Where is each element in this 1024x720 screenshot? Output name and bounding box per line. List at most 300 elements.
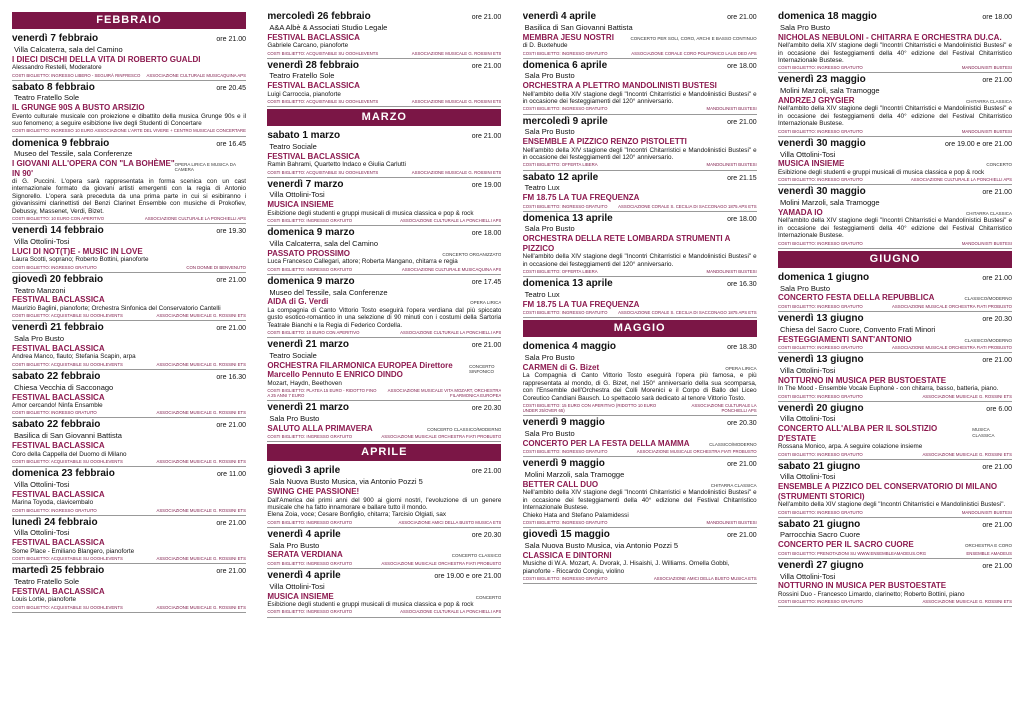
- event-date: sabato 1 marzo: [267, 130, 341, 142]
- event-header: [778, 461, 1012, 473]
- event-organizer: ASSOCIAZIONE CULTURALE LA PONCHIELLI APS: [400, 218, 502, 224]
- event-date: venerdì 23 maggio: [777, 74, 866, 86]
- event-date: sabato 22 febbraio: [12, 419, 101, 431]
- event-performers: Luigi Carroccia, pianoforte: [267, 90, 341, 98]
- event-item: [778, 518, 1012, 559]
- event-organizer: ASSOCIAZIONE MUSICALE G. ROSSINI ETS: [922, 393, 1012, 399]
- event-time: ore 19.00 e ore 21.00: [434, 572, 502, 580]
- event-description: Evento culturale musicale con proiezione e dibattito della musica Grunge 90s e il suo fenomeno; a seguire esibizione live degli Studenti di Concertare: [12, 112, 246, 128]
- event-date: domenica 1 giugno: [777, 271, 870, 283]
- event-title-row: [12, 55, 246, 64]
- column-4: [778, 10, 1012, 720]
- event-item: [267, 275, 501, 338]
- event-footer: [267, 520, 501, 525]
- event-organizer: MANDOLINISTI BUSTESI: [961, 509, 1012, 515]
- event-time: ore 21.00: [216, 568, 246, 576]
- event-cost: COSTI BIGLIETTO: INGRESSO LIBERO - SEGUIRÀ RINFRESCO: [12, 72, 141, 78]
- event-cost: COSTI BIGLIETTO: ACQUISTABILE SU OOOHLEVENTS: [12, 313, 123, 319]
- event-organizer: ASSOCIAZIONE MUSICALE G. ROSSINI ETS: [156, 556, 246, 562]
- event-time: ore 21.00: [216, 36, 246, 43]
- event-performers: Chieko Hata and Stefano Palamidessi: [522, 511, 629, 519]
- event-footer: [778, 510, 1012, 515]
- event-item: [12, 224, 246, 273]
- event-venue: Sala Pro Busto: [779, 283, 831, 293]
- event-organizer: ASSOCIAZIONE AMICI DELLA BUSTO MUSICA ETS: [653, 576, 757, 582]
- event-title-row: [12, 441, 246, 450]
- event-cost: COSTI BIGLIETTO: INGRESSO GRATUITO: [12, 507, 97, 513]
- event-title-row: [778, 96, 1012, 105]
- event-date: venerdì 30 maggio: [777, 186, 866, 198]
- event-title: NOTTURNO IN MUSICA PER BUSTOESTATE: [777, 375, 947, 385]
- event-item: [12, 516, 246, 565]
- event-date: sabato 8 febbraio: [12, 81, 95, 93]
- event-title-row: [523, 234, 757, 253]
- event-title-row: [267, 33, 501, 42]
- event-header: [267, 465, 501, 477]
- event-cost: COSTI BIGLIETTO: ACQUISTABILE SU OOOHLEVENTS: [12, 361, 123, 367]
- event-date: venerdì 13 giugno: [777, 312, 864, 324]
- event-item: [12, 321, 246, 370]
- event-cost: COSTI BIGLIETTO: INGRESSO GRATUITO: [777, 451, 863, 457]
- event-venue: Villa Ottolini-Tosi: [779, 365, 836, 375]
- event-title: CONCERTO ALL'ALBA PER IL SOLSTIZIO D'ESTATE: [777, 424, 938, 443]
- event-header: [12, 419, 246, 431]
- event-header: [267, 402, 501, 414]
- event-header: [523, 11, 757, 23]
- event-item: [523, 59, 757, 115]
- event-title: IL GRUNGE 90S A BUSTO ARSIZIO: [12, 103, 145, 113]
- event-title: CLASSICA E DINTORNI: [522, 550, 612, 560]
- event-title: CARMEN di G. Bizet: [522, 362, 600, 372]
- event-venue: Teatro Fratello Sole: [269, 71, 335, 81]
- event-organizer: ASSOCIAZIONE MUSICALE G. ROSSINI ETS: [156, 313, 246, 319]
- event-footer: [523, 51, 757, 56]
- event-venue: Villa Ottolini-Tosi: [269, 190, 325, 200]
- event-cost: COSTI BIGLIETTO: INGRESSO GRATUITO: [12, 410, 97, 416]
- event-footer: [267, 434, 501, 439]
- event-time: ore 17.45: [471, 278, 502, 286]
- event-time: ore 18.00: [471, 230, 502, 238]
- event-performers: Ramin Bahrami, Quartetto Indaco e Giulia Carlutti: [267, 161, 406, 169]
- event-organizer: ASSOCIAZIONE MUSICALE G. ROSSINI ETS: [156, 458, 246, 464]
- event-item: [267, 178, 501, 227]
- event-date: giovedì 20 febbraio: [12, 273, 104, 285]
- event-item: [12, 564, 246, 613]
- event-footer: [12, 265, 246, 270]
- event-title: FESTIVAL BACLASSICA: [267, 32, 360, 42]
- event-organizer: ASSOCIAZIONE MUSICALE G. ROSSINI ETS: [922, 599, 1012, 605]
- event-title-row: [778, 482, 1012, 501]
- event-date: venerdì 9 maggio: [522, 417, 605, 429]
- event-header: [778, 354, 1012, 366]
- event-cost: COSTI BIGLIETTO: INGRESSO 10 EURO: [12, 128, 94, 134]
- event-date: martedì 25 febbraio: [12, 565, 105, 577]
- event-title-row: [523, 300, 757, 309]
- event-date: giovedì 15 maggio: [522, 529, 610, 541]
- event-venue: Teatro Sociale: [269, 351, 317, 361]
- event-title: AIDA di G. Verdi: [267, 297, 329, 307]
- event-title-row: [267, 249, 501, 258]
- event-organizer: ASSOCIAZIONE L'ARTE DEL VIVERE + CENTRO MUSICALE CONCERTARE: [94, 128, 246, 134]
- month-header: GIUGNO: [778, 251, 1012, 268]
- event-venue: Teatro Fratello Sole: [14, 576, 80, 586]
- event-item: [267, 528, 501, 569]
- event-cost: COSTI BIGLIETTO: INGRESSO GRATUITO: [777, 303, 863, 309]
- event-description: Esibizione degli studenti e gruppi musicali di musica classica e pop & rock: [777, 168, 985, 176]
- event-footer: [12, 362, 246, 367]
- event-item: [523, 340, 757, 416]
- month-header: FEBBRAIO: [12, 12, 246, 29]
- event-title-row: [523, 551, 757, 560]
- event-cost: COSTI BIGLIETTO: PLATEA 15 EURO - RIDOTTO FINO A 25 ANNI 7 EURO: [267, 388, 377, 399]
- event-title: MUSICA INSIEME: [777, 159, 845, 169]
- event-organizer: ASSOCIAZIONE CULTURALE LA PONCHIELLI APS: [400, 609, 502, 615]
- event-title-row: [267, 424, 501, 433]
- event-item: [778, 353, 1012, 402]
- event-organizer: MANDOLINISTI BUSTESI: [706, 162, 757, 168]
- event-cost: COSTI BIGLIETTO: 10 EURO CON APERITIVO: [267, 330, 360, 336]
- event-title: FESTEGGIAMENTI SANT'ANTONIO: [777, 334, 912, 344]
- event-item: [523, 416, 757, 457]
- event-title-row: [12, 295, 246, 304]
- event-performers: Mozart, Haydn, Beethoven: [267, 379, 342, 387]
- event-title-row: [778, 424, 1012, 443]
- event-title-row: [778, 335, 1012, 344]
- event-organizer: ASSOCIAZIONE AMICI DELLA BUSTO MUSICA ETS: [398, 519, 502, 525]
- event-footer: [523, 403, 757, 413]
- event-date: venerdì 21 marzo: [267, 402, 350, 414]
- event-title: FM 18.75 LA TUA FREQUENZA: [522, 299, 640, 309]
- event-date: venerdì 4 aprile: [267, 528, 341, 540]
- event-title: FESTIVAL BACLASSICA: [267, 151, 360, 161]
- event-cost: COSTI BIGLIETTO: ACQUISTABILE SU OOOHLEVENTS: [267, 50, 379, 56]
- event-genre-tag: CONCERTO ORGANIZZATO: [442, 251, 502, 257]
- event-date: domenica 9 febbraio: [12, 137, 110, 149]
- event-venue: Sala Pro Busto: [524, 428, 575, 438]
- event-time: ore 20.30: [471, 405, 502, 413]
- event-title: PASSATO PROSSIMO: [267, 248, 351, 258]
- event-organizer: ASSOCIAZIONE CORALE S. CECILIA DI SACCONAGO 1875 APS ETS: [618, 203, 757, 209]
- event-time: ore 21.00: [216, 519, 246, 527]
- event-item: [778, 312, 1012, 353]
- event-item: [12, 137, 246, 225]
- event-footer: [523, 204, 757, 209]
- event-header: [12, 138, 246, 150]
- event-title: ANDRZEJ GRYGIER: [777, 96, 855, 106]
- event-date: venerdì 7 febbraio: [12, 33, 99, 44]
- event-title: MEMBRA JESU NOSTRI: [522, 32, 614, 42]
- event-date: venerdì 4 aprile: [267, 569, 341, 581]
- event-item: [778, 185, 1012, 248]
- event-title: CONCERTO FESTA DELLA REPUBBLICA: [777, 293, 935, 303]
- event-title-row: [12, 490, 246, 499]
- event-time: ore 21.00: [216, 325, 246, 333]
- event-performers: Musiche di W.A. Mozart, A. Dvorak, J. Hisaishi, J. Williams. Ornella Gobbi, pianoforte - Riccardo Congiu, violino: [522, 560, 730, 575]
- event-time: ore 11.00: [216, 471, 246, 479]
- event-footer: [267, 218, 501, 223]
- event-date: giovedì 3 aprile: [267, 465, 341, 477]
- event-performers: Elena Zoia, voce; Cesare Bonfiglio, chitarra; Tarcisio Olgiati, sax: [267, 511, 447, 519]
- event-footer: [267, 609, 501, 614]
- event-venue: Teatro Lux: [524, 289, 560, 299]
- event-time: ore 21.00: [982, 463, 1012, 471]
- event-title: FESTIVAL BACLASSICA: [267, 81, 360, 91]
- event-performers: Rossini Duo - Francesco Limardo, clarinetto; Roberto Bottini, piano: [777, 590, 965, 598]
- event-title: I DIECI DISCHI DELLA VITA DI ROBERTO GUALDI: [12, 54, 201, 64]
- event-time: ore 21.00: [727, 14, 757, 21]
- event-organizer: ENSEMBLE AMADEUS: [966, 550, 1012, 556]
- event-title-row: [523, 137, 757, 146]
- event-header: [523, 341, 757, 353]
- event-date: domenica 18 maggio: [777, 11, 877, 22]
- event-footer: [778, 599, 1012, 604]
- event-time: ore 21.00: [982, 77, 1012, 85]
- event-footer: [523, 576, 757, 581]
- event-time: ore 21.00: [216, 276, 246, 284]
- event-title: ORCHESTRA A PLETTRO MANDOLINISTI BUSTESI: [522, 81, 717, 91]
- event-title: MUSICA INSIEME: [267, 591, 334, 601]
- event-venue: Villa Ottolini-Tosi: [779, 149, 836, 159]
- event-venue: Basilica di San Giovanni Battista: [14, 431, 122, 441]
- event-time: ore 21.00: [727, 118, 757, 126]
- event-header: [12, 274, 246, 286]
- month-header: MAGGIO: [523, 320, 757, 337]
- event-description: Nell'ambito della XIV stagione degli "Incontri Chitarristici e Mandolinistici Bustesi" e in occasione dei festeggiamenti della 40° edizione del Festival Chitarristico Internazionale Bustese.: [522, 489, 757, 512]
- event-venue: Molini Marzoli, sala Tramogge: [779, 198, 880, 208]
- event-organizer: ASSOCIAZIONE CULTURALE LA PONCHIELLI APS: [910, 177, 1012, 183]
- event-header: [267, 339, 501, 351]
- event-footer: [12, 410, 246, 415]
- event-title: FESTIVAL BACLASSICA: [12, 295, 105, 305]
- event-footer: [267, 561, 501, 566]
- event-time: ore 21.00: [982, 357, 1012, 365]
- event-title-row: [267, 200, 501, 209]
- event-venue: Teatro Manzoni: [14, 285, 66, 295]
- event-header: [267, 130, 501, 142]
- event-time: ore 21.00: [216, 422, 246, 430]
- event-cost: COSTI BIGLIETTO: INGRESSO GRATUITO: [777, 128, 863, 134]
- event-cost: COSTI BIGLIETTO: INGRESSO GRATUITO: [522, 449, 608, 455]
- event-venue: Sala Pro Busto: [524, 353, 575, 363]
- event-footer: [778, 129, 1012, 134]
- event-cost: COSTI BIGLIETTO: INGRESSO GRATUITO: [267, 519, 353, 525]
- event-venue: Chiesa del Sacro Cuore, Convento Frati Minori: [779, 324, 936, 334]
- event-cost: COSTI BIGLIETTO: PRENOTAZIONI SU WWW.ENSEMBLEAMADEUS.ORG: [777, 550, 927, 556]
- event-venue: Sala Nuova Busto Musica, via Antonio Pozzi 5: [269, 477, 423, 487]
- event-cost: COSTI BIGLIETTO: INGRESSO GRATUITO: [12, 264, 97, 270]
- event-header: [12, 565, 246, 577]
- event-organizer: ASSOCIAZIONE MUSICALE ORCHESTRA FIATI PROBUSTO: [381, 434, 502, 440]
- event-time: ore 19.00 e ore 21.00: [945, 140, 1012, 148]
- event-time: ore 20.30: [471, 531, 502, 539]
- event-cost: COSTI BIGLIETTO: INGRESSO GRATUITO: [267, 266, 353, 272]
- event-header: [778, 560, 1012, 572]
- event-footer: [778, 304, 1012, 309]
- event-genre-tag: CLASSICO/MODERNO: [709, 441, 757, 447]
- event-cost: COSTI BIGLIETTO: INGRESSO GRATUITO: [777, 393, 863, 399]
- event-date: domenica 9 marzo: [267, 275, 355, 287]
- event-item: [778, 559, 1012, 608]
- month-header: MARZO: [267, 109, 501, 126]
- event-venue: Villa Ottolini-Tosi: [269, 581, 325, 591]
- event-header: [12, 322, 246, 334]
- event-title-row: [778, 208, 1012, 217]
- event-description: Nell'ambito della XIV stagione degli "Incontri Chitarristici e Mandolinistici Bustesi" e in occasione dei festeggiamenti del 120° anniversario.: [522, 253, 757, 268]
- event-venue: Villa Ottolini-Tosi: [14, 237, 70, 247]
- event-genre-tag: OPERA LIRICA E MUSICA DA CAMERA: [174, 162, 236, 173]
- event-cost: COSTI BIGLIETTO: OFFERTA LIBERA: [522, 162, 598, 168]
- event-organizer: ASSOCIAZIONE CULTURALE MUSICAQUINA APS: [401, 266, 502, 272]
- event-organizer: ASSOCIAZIONE MUSICALE ORCHESTRA FIATI PROBUSTO: [892, 303, 1012, 309]
- event-cost: COSTI BIGLIETTO: INGRESSO GRATUITO: [522, 50, 608, 56]
- event-venue: A&A Albè & Associati Studio Legale: [269, 22, 388, 32]
- event-organizer: ASSOCIAZIONE CULTURALE LA PONCHIELLI APS: [691, 403, 757, 414]
- event-venue: Molini Marzoli, sala Tramogge: [779, 86, 880, 96]
- event-organizer: ASSOCIAZIONE MUSICALE G. ROSSINI ETS: [156, 604, 246, 610]
- event-header: [523, 213, 757, 225]
- event-venue: Basilica di San Giovanni Battista: [524, 22, 633, 32]
- event-organizer: ASSOCIAZIONE MUSICALE G. ROSSINI ETS: [411, 50, 502, 56]
- event-date: domenica 4 maggio: [522, 341, 617, 353]
- event-genre-tag: CONCERTO PER SOLI, CORO, ARCHI E BASSO CONTINUO: [630, 35, 757, 41]
- event-header: [523, 417, 757, 429]
- event-title: ORCHESTRA FILARMONICA EUROPEA Direttore Marcello Pennuto E ENRICO DINDO: [267, 360, 453, 380]
- event-description: Nell'ambito della XIV stagione degli "Incontri Chitarristici e Mandolinistici Bustesi".: [777, 501, 1006, 509]
- event-footer: [12, 73, 246, 78]
- event-time: ore 21.00: [982, 274, 1012, 282]
- event-venue: Teatro Fratello Sole: [14, 93, 80, 103]
- event-description: di G. Puccini. L'opera sarà rappresentata in forma scenica con un cast internazionale formato da giovani artisti emergenti con la regia di Antonio Signorello. L'opera sarà preceduta da una prima parte in cui si esibiranno i giovanissimi clarinettisti del Benzi Clarinet Ensemble con musiche di Prokofiev, Debussy, Massenet, Verdi, Bizet.: [12, 178, 246, 215]
- event-performers: Maurizio Baglini, pianoforte; Orchestra Sinfonica del Conservatorio Cantelli: [12, 304, 221, 312]
- event-time: ore 21.00: [471, 62, 502, 70]
- event-cost: COSTI BIGLIETTO: INGRESSO GRATUITO: [777, 65, 863, 71]
- event-organizer: ASSOCIAZIONE MUSICALE G. ROSSINI ETS: [922, 451, 1012, 457]
- event-description: La Compagnia di Canto Vittorio Tosto eseguirà l'opera più famosa, e più rappresentata al mondo, di G. Bizet, nel 150° anniversario della sua scomparsa, con l'Ensemble dell'Orchestra dei Colli Morenici e il Corpo di Ballo del Liceo Coreutico Candiani Bausch. Lo spettacolo sarà dedicato al tenore Vittorio Tosto.: [522, 372, 757, 402]
- event-item: [523, 212, 757, 277]
- event-header: [778, 186, 1012, 198]
- event-description: Dall'America dei primi anni del 900 ai giorni nostri, l'evoluzione di un genere musicale che ha fatto innamorare e ballare tutto il mondo.: [267, 496, 502, 511]
- event-date: sabato 21 giugno: [777, 518, 861, 530]
- event-item: [267, 10, 501, 59]
- event-time: ore 16.30: [727, 281, 757, 289]
- event-venue: Sala Pro Busto: [524, 127, 575, 137]
- event-title-row: [12, 344, 246, 353]
- event-date: domenica 6 aprile: [522, 59, 608, 71]
- event-title: FESTIVAL BACLASSICA: [12, 489, 105, 499]
- event-header: [778, 138, 1012, 150]
- event-item: [778, 460, 1012, 518]
- event-title: FESTIVAL BACLASSICA: [12, 392, 105, 402]
- event-footer: [12, 605, 246, 610]
- event-performers: Laura Scotti, soprano; Roberto Bottini, pianoforte: [12, 256, 149, 264]
- event-header: [12, 517, 246, 529]
- event-time: ore 21.15: [727, 174, 757, 182]
- event-genre-tag: CHITARRA CLASSICA: [966, 211, 1012, 217]
- event-title: BETTER CALL DUO: [522, 479, 599, 489]
- event-time: ore 18.00: [727, 62, 757, 70]
- event-time: ore 18.00: [727, 215, 757, 223]
- event-item: [778, 10, 1012, 73]
- event-title-row: [523, 439, 757, 448]
- event-header: [778, 519, 1012, 531]
- event-venue: Villa Ottolini-Tosi: [779, 571, 836, 581]
- event-footer: [267, 388, 501, 398]
- event-header: [267, 276, 501, 288]
- event-date: domenica 23 febbraio: [12, 468, 115, 480]
- event-item: [778, 137, 1012, 186]
- event-venue: Sala Pro Busto: [524, 71, 575, 81]
- event-header: [12, 82, 246, 94]
- event-header: [778, 74, 1012, 86]
- event-item: [267, 401, 501, 442]
- event-footer: [778, 452, 1012, 457]
- event-header: [523, 60, 757, 72]
- event-genre-tag: CONCERTO SINFONICO: [468, 363, 495, 375]
- event-time: ore 19.00: [471, 181, 502, 189]
- event-header: [267, 11, 501, 23]
- event-performers: di D. Buxtehude: [522, 42, 568, 50]
- event-title-row: [523, 480, 757, 489]
- event-time: ore 20.30: [982, 315, 1012, 323]
- event-title-row: [778, 540, 1012, 549]
- event-header: [12, 33, 246, 45]
- event-cost: COSTI BIGLIETTO: INGRESSO GRATUITO: [777, 240, 863, 246]
- event-title: ENSEMBLE A PIZZICO RENZO PISTOLETTI: [522, 137, 687, 147]
- event-item: [267, 338, 501, 401]
- event-footer: [12, 313, 246, 318]
- event-header: [267, 179, 501, 191]
- event-header: [267, 570, 501, 582]
- event-item: [267, 129, 501, 178]
- event-description: Esibizione degli studenti e gruppi musicali di musica classica e pop & rock: [267, 209, 474, 217]
- event-venue: Villa Calcaterra, sala del Camino: [14, 44, 123, 54]
- event-time: ore 20.45: [216, 84, 246, 92]
- event-footer: [267, 99, 501, 104]
- event-title: NICHOLAS NEBULONI - CHITARRA E ORCHESTRA DU.CA.: [777, 32, 1002, 42]
- event-organizer: MANDOLINISTI BUSTESI: [706, 106, 757, 112]
- event-cost: COSTI BIGLIETTO: INGRESSO GRATUITO: [777, 599, 863, 605]
- event-date: venerdì 9 maggio: [522, 458, 605, 470]
- event-description: Nell'ambito della XIV stagione degli "Incontri Chitarristici e Mandolinistici Bustesi" e in occasione dei festeggiamenti della 40° edizione del Festival Chitarristico Internazionale Bustese.: [777, 217, 1012, 240]
- event-cost: COSTI BIGLIETTO: ACQUISTABILE SU OOOHLEVENTS: [12, 458, 123, 464]
- event-performers: Gabriele Carcano, pianoforte: [267, 42, 349, 50]
- event-date: domenica 13 aprile: [522, 278, 613, 290]
- event-title: FESTIVAL BACLASSICA: [12, 538, 105, 548]
- event-cost: COSTI BIGLIETTO: INGRESSO GRATUITO: [522, 106, 608, 112]
- event-item: [523, 528, 757, 584]
- event-performers: Louis Lortie, pianoforte: [12, 596, 77, 604]
- event-performers: Alessandro Restelli, Moderatore: [12, 64, 102, 72]
- event-title-row: [778, 33, 1012, 42]
- event-organizer: MANDOLINISTI BUSTESI: [961, 65, 1012, 71]
- event-header: [267, 529, 501, 541]
- event-date: venerdì 14 febbraio: [12, 225, 104, 237]
- event-title: CONCERTO PER LA FESTA DELLA MAMMA: [522, 438, 690, 448]
- event-title-row: [267, 361, 501, 380]
- event-performers: Coro della Cappella del Duomo di Milano: [12, 450, 127, 458]
- event-title-row: [523, 193, 757, 202]
- event-date: venerdì 28 febbraio: [267, 59, 360, 71]
- event-cost: COSTI BIGLIETTO: INGRESSO GRATUITO: [267, 560, 353, 566]
- event-item: [12, 273, 246, 322]
- event-organizer: ASSOCIAZIONE CORALE S. CECILIA DI SACCONAGO 1875 APS ETS: [618, 310, 757, 316]
- event-footer: [12, 128, 246, 133]
- event-performers: Andrea Manco, flauto; Stefania Scapin, arpa: [12, 353, 136, 361]
- event-header: [778, 403, 1012, 415]
- event-organizer: ASSOCIAZIONE MUSICALE G. ROSSINI ETS: [411, 99, 502, 105]
- event-title: FM 18.75 LA TUA FREQUENZA: [522, 193, 640, 203]
- event-venue: Villa Ottolini-Tosi: [779, 472, 836, 482]
